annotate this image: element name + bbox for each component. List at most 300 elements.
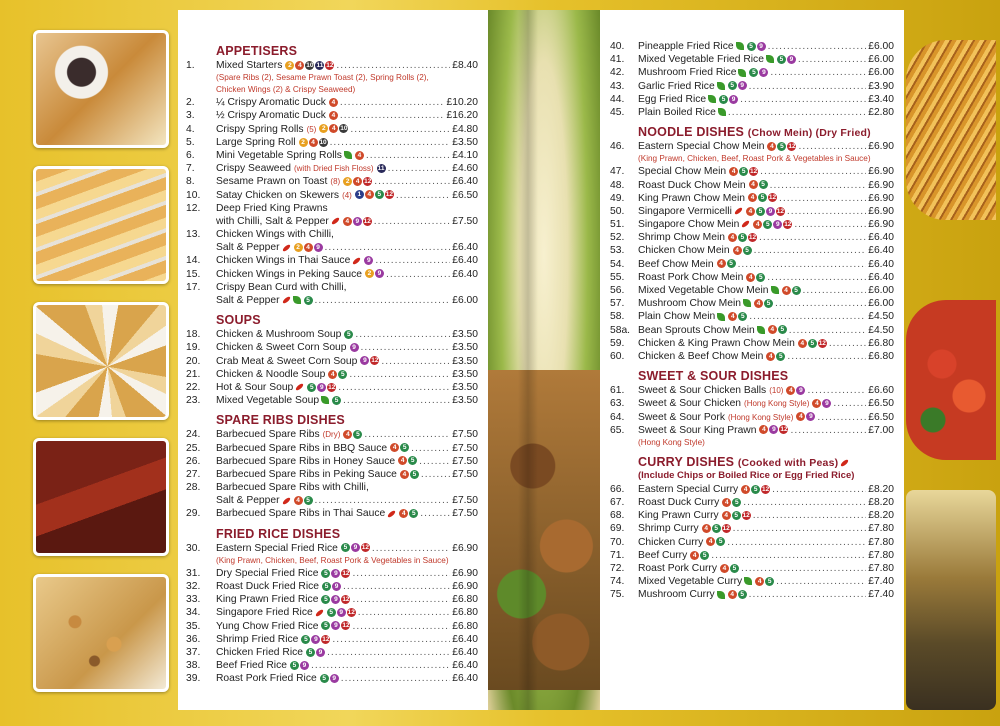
menu-item bbox=[178, 109, 488, 122]
item-name: Barbecued Spare Ribs in BBQ Sauce bbox=[216, 442, 388, 454]
item-price: £16.20 bbox=[446, 110, 478, 122]
allergen-badge: 12 bbox=[750, 168, 758, 176]
item-name: Chicken & Sweet Corn Soup bbox=[216, 342, 347, 354]
item-number: 10. bbox=[186, 189, 201, 201]
photo-harbour-scene bbox=[906, 490, 996, 710]
allergen-badge: 4 bbox=[353, 177, 362, 186]
photo-spare-ribs bbox=[33, 438, 169, 556]
allergen-badge: 5 bbox=[747, 42, 756, 51]
section-title-text: APPETISERS bbox=[216, 44, 298, 58]
item-number: 58. bbox=[610, 311, 625, 323]
item-price: £6.90 bbox=[868, 192, 894, 204]
item-body bbox=[638, 536, 894, 549]
menu-item bbox=[178, 175, 488, 188]
item-price: £7.80 bbox=[868, 563, 894, 574]
allergen-badge: 4 bbox=[706, 537, 715, 546]
item-name: Chicken Chow Mein bbox=[638, 245, 730, 257]
item-name-wrap bbox=[216, 254, 373, 267]
item-number: 15. bbox=[186, 268, 201, 280]
item-number: 43. bbox=[610, 80, 625, 92]
leader-dots bbox=[798, 53, 866, 66]
leader-dots bbox=[352, 620, 450, 633]
item-body bbox=[216, 123, 478, 136]
photo-starters-platter bbox=[33, 30, 169, 148]
allergen-badge: 12 bbox=[347, 609, 355, 617]
menu-item bbox=[600, 106, 904, 119]
item-price: £6.90 bbox=[868, 205, 894, 217]
item-body bbox=[638, 231, 894, 244]
item-note: (5) bbox=[306, 124, 317, 134]
leader-dots bbox=[727, 536, 866, 549]
left-menu-list bbox=[178, 38, 488, 686]
allergen-badge: 5 bbox=[778, 325, 787, 334]
item-number: 14. bbox=[186, 255, 201, 267]
item-price: £6.40 bbox=[868, 271, 894, 283]
item-price: £7.80 bbox=[868, 549, 894, 561]
item-name-wrap bbox=[638, 192, 777, 205]
allergen-badge: 4 bbox=[398, 456, 407, 465]
item-body bbox=[216, 149, 478, 162]
item-number: 65. bbox=[610, 424, 625, 436]
item-price: £6.90 bbox=[868, 219, 894, 231]
allergen-badge: 12 bbox=[326, 61, 334, 69]
menu-item bbox=[178, 633, 488, 646]
menu-item bbox=[178, 123, 488, 136]
allergen-tags bbox=[294, 496, 313, 505]
item-name-wrap bbox=[638, 575, 774, 588]
allergen-badge: 9 bbox=[331, 595, 340, 604]
item-price: £6.40 bbox=[452, 660, 478, 672]
allergen-badge: 12 bbox=[364, 178, 372, 186]
item-price: £6.80 bbox=[868, 337, 894, 349]
allergen-badge: 9 bbox=[773, 220, 782, 229]
allergen-tags bbox=[329, 111, 338, 120]
item-body bbox=[638, 192, 894, 205]
item-name: Sweet & Sour Pork bbox=[638, 411, 725, 423]
item-body bbox=[216, 368, 478, 381]
item-name-wrap bbox=[216, 455, 417, 468]
allergen-badge: 9 bbox=[822, 399, 831, 408]
item-name: Mixed Vegetable Curry bbox=[638, 576, 743, 588]
item-price: £3.50 bbox=[452, 368, 478, 380]
menu-item bbox=[178, 149, 488, 162]
menu-item bbox=[178, 294, 488, 307]
vegetarian-leaf-icon bbox=[744, 577, 752, 585]
item-name-wrap bbox=[638, 284, 801, 297]
item-name-wrap bbox=[216, 428, 362, 441]
item-number: 41. bbox=[610, 54, 625, 66]
allergen-badge: 5 bbox=[749, 68, 758, 77]
allergen-badge: 4 bbox=[749, 180, 758, 189]
item-name-wrap bbox=[216, 646, 325, 659]
menu-item bbox=[178, 620, 488, 633]
item-name: with Chilli, Salt & Pepper bbox=[216, 215, 329, 227]
leader-dots bbox=[311, 659, 450, 672]
item-body bbox=[638, 179, 894, 192]
allergen-badge: 9 bbox=[757, 42, 766, 51]
item-price: £6.50 bbox=[868, 398, 894, 410]
leader-dots bbox=[767, 271, 866, 284]
leader-dots bbox=[341, 672, 451, 685]
vegetarian-leaf-icon bbox=[708, 95, 716, 103]
item-price: £6.80 bbox=[452, 594, 478, 606]
item-number: 23. bbox=[186, 395, 201, 407]
item-number: 2. bbox=[186, 97, 195, 109]
menu-item bbox=[600, 324, 904, 337]
allergen-tags bbox=[782, 286, 801, 295]
item-body bbox=[216, 567, 478, 580]
allergen-badge: 5 bbox=[732, 498, 741, 507]
vegetarian-leaf-icon bbox=[743, 299, 751, 307]
item-price: £6.80 bbox=[452, 607, 478, 619]
leader-dots bbox=[343, 580, 450, 593]
item-body bbox=[638, 522, 894, 535]
item-name-wrap bbox=[216, 659, 309, 672]
item-number: 70. bbox=[610, 536, 625, 548]
section-title-text: SOUPS bbox=[216, 313, 261, 328]
allergen-tags bbox=[365, 269, 384, 278]
item-price: £6.90 bbox=[452, 542, 478, 554]
allergen-badge: 12 bbox=[780, 426, 788, 434]
item-body bbox=[216, 175, 478, 188]
leader-dots bbox=[350, 123, 450, 136]
allergen-badge: 5 bbox=[344, 330, 353, 339]
allergen-badge: 5 bbox=[719, 95, 728, 104]
chili-icon bbox=[331, 217, 340, 226]
allergen-badge: 5 bbox=[777, 55, 786, 64]
allergen-badge: 12 bbox=[361, 544, 370, 552]
item-name: Satay Chicken on Skewers bbox=[216, 189, 340, 201]
item-name-wrap bbox=[638, 106, 726, 119]
allergen-tags bbox=[722, 498, 741, 507]
leader-dots bbox=[738, 258, 867, 271]
allergen-badge: 9 bbox=[738, 81, 747, 90]
allergen-tags bbox=[728, 233, 757, 242]
allergen-tags bbox=[327, 608, 356, 617]
item-name: Dry Special Fried Rice bbox=[216, 567, 319, 579]
item-name-wrap bbox=[216, 202, 328, 215]
section-title bbox=[178, 413, 488, 427]
item-name: Plain Boiled Rice bbox=[638, 106, 716, 118]
item-number: 45. bbox=[610, 106, 625, 118]
menu-item bbox=[178, 162, 488, 175]
item-body bbox=[216, 468, 478, 481]
allergen-badge: 5 bbox=[304, 496, 313, 505]
allergen-badge: 9 bbox=[364, 256, 373, 265]
item-name-wrap bbox=[216, 294, 313, 307]
menu-item bbox=[178, 646, 488, 659]
allergen-tags bbox=[733, 246, 752, 255]
photo-noodles bbox=[906, 40, 996, 220]
item-name: King Prawn Curry bbox=[638, 510, 719, 522]
item-price: £7.40 bbox=[868, 589, 894, 601]
item-price: £6.40 bbox=[452, 673, 478, 685]
item-name-wrap bbox=[216, 59, 334, 72]
menu-item bbox=[178, 189, 488, 202]
allergen-tags bbox=[690, 551, 709, 560]
item-name: Egg Fried Rice bbox=[638, 93, 707, 105]
item-name-wrap bbox=[638, 411, 815, 424]
item-number: 29. bbox=[186, 508, 201, 520]
leader-dots bbox=[749, 80, 867, 93]
item-name: Barbecued Spare Ribs in Thai Sauce bbox=[216, 508, 386, 520]
allergen-badge: 5 bbox=[777, 142, 786, 151]
allergen-badge: 12 bbox=[768, 194, 777, 202]
item-body bbox=[638, 80, 894, 93]
item-price: £4.10 bbox=[452, 149, 478, 161]
allergen-badge: 5 bbox=[306, 648, 315, 657]
item-description: (King Prawn, Chicken, Beef, Roast Pork & Vegetables in Sauce) bbox=[638, 154, 871, 164]
item-name: Roast Pork Chow Mein bbox=[638, 271, 744, 283]
leader-dots bbox=[759, 231, 866, 244]
allergen-tags bbox=[753, 220, 792, 229]
item-body bbox=[638, 297, 894, 310]
vegetarian-leaf-icon bbox=[766, 55, 774, 63]
item-name-wrap bbox=[638, 258, 736, 271]
allergen-badge: 4 bbox=[294, 496, 303, 505]
allergen-badge: 12 bbox=[322, 635, 330, 643]
allergen-badge: 1 bbox=[355, 190, 364, 199]
vegetarian-leaf-icon bbox=[293, 296, 301, 304]
item-body bbox=[216, 606, 478, 619]
allergen-badge: 5 bbox=[759, 180, 768, 189]
item-name-wrap bbox=[638, 271, 765, 284]
item-name: Mixed Starters bbox=[216, 60, 283, 71]
allergen-badge: 9 bbox=[317, 383, 326, 392]
item-name-wrap bbox=[638, 522, 731, 535]
item-body bbox=[216, 442, 478, 455]
menu-item bbox=[178, 241, 488, 254]
item-name-wrap bbox=[638, 424, 788, 437]
item-name-wrap bbox=[216, 96, 338, 109]
leader-dots bbox=[338, 381, 450, 394]
menu-item bbox=[600, 483, 904, 496]
item-number: 60. bbox=[610, 350, 625, 362]
chili-icon bbox=[387, 509, 396, 518]
allergen-tags bbox=[320, 674, 339, 683]
item-name: Garlic Fried Rice bbox=[638, 80, 715, 92]
item-price: £6.00 bbox=[868, 41, 894, 52]
allergen-badge: 12 bbox=[385, 191, 393, 199]
allergen-tags bbox=[294, 243, 323, 252]
allergen-badge: 12 bbox=[784, 220, 792, 228]
item-body bbox=[216, 394, 478, 407]
item-name: Chicken & Beef Chow Mein bbox=[638, 350, 764, 362]
menu-item bbox=[600, 179, 904, 192]
leader-dots bbox=[411, 442, 450, 455]
item-price: £6.00 bbox=[868, 298, 894, 310]
item-name: Mushroom Curry bbox=[638, 589, 715, 601]
menu-item bbox=[178, 481, 488, 494]
item-name-wrap bbox=[638, 588, 747, 601]
allergen-badge: 5 bbox=[320, 674, 329, 683]
leader-dots bbox=[352, 567, 450, 580]
item-number: 40. bbox=[610, 41, 625, 52]
menu-item bbox=[178, 494, 488, 507]
allergen-tags bbox=[786, 386, 805, 395]
allergen-tags bbox=[812, 399, 831, 408]
allergen-badge: 5 bbox=[290, 661, 299, 670]
item-name: Hot & Sour Soup bbox=[216, 381, 294, 393]
item-body bbox=[638, 284, 894, 297]
allergen-badge: 4 bbox=[746, 273, 755, 282]
vegetarian-leaf-icon bbox=[321, 396, 329, 404]
chili-icon bbox=[840, 458, 849, 467]
allergen-badge: 9 bbox=[787, 55, 796, 64]
item-number: 47. bbox=[610, 166, 625, 178]
item-name: Crispy Seaweed bbox=[216, 163, 291, 175]
leader-dots bbox=[386, 268, 450, 281]
allergen-badge: 9 bbox=[806, 412, 815, 421]
allergen-tags bbox=[400, 470, 419, 479]
allergen-tags bbox=[759, 425, 788, 434]
item-price: £6.40 bbox=[452, 268, 478, 280]
allergen-badge: 4 bbox=[728, 590, 737, 599]
allergen-badge: 4 bbox=[768, 325, 777, 334]
item-number: 55. bbox=[610, 271, 625, 283]
item-name-wrap bbox=[216, 394, 341, 407]
item-name-wrap bbox=[216, 228, 334, 241]
allergen-badge: 4 bbox=[399, 509, 408, 518]
item-price: £6.40 bbox=[868, 232, 894, 244]
item-body bbox=[216, 494, 478, 507]
item-number: 22. bbox=[186, 381, 201, 393]
allergen-tags bbox=[321, 595, 350, 604]
item-body bbox=[216, 254, 478, 267]
menu-item bbox=[600, 575, 904, 588]
item-number: 56. bbox=[610, 285, 625, 296]
item-number: 42. bbox=[610, 67, 625, 79]
allergen-badge: 9 bbox=[729, 95, 738, 104]
section-subtitle: (Cooked with Peas) bbox=[737, 456, 839, 469]
allergen-badge: 5 bbox=[808, 339, 817, 348]
menu-item bbox=[600, 53, 904, 66]
item-body bbox=[216, 241, 478, 254]
item-number: 51. bbox=[610, 219, 625, 231]
leader-dots bbox=[358, 606, 450, 619]
vegetarian-leaf-icon bbox=[717, 313, 725, 321]
item-price: £7.00 bbox=[868, 424, 894, 436]
allergen-badge: 9 bbox=[766, 207, 775, 216]
allergen-tags bbox=[754, 299, 773, 308]
leader-dots bbox=[352, 593, 450, 606]
left-menu-page bbox=[178, 10, 488, 710]
item-price: £6.90 bbox=[868, 166, 894, 178]
allergen-tags bbox=[290, 661, 309, 670]
leader-dots bbox=[315, 294, 451, 307]
allergen-badge: 4 bbox=[755, 577, 764, 586]
allergen-tags bbox=[755, 577, 774, 586]
allergen-badge: 5 bbox=[301, 635, 310, 644]
item-number: 4. bbox=[186, 123, 195, 135]
menu-item bbox=[600, 588, 904, 601]
allergen-badge: 4 bbox=[722, 498, 731, 507]
section-title-text: SWEET & SOUR DISHES bbox=[638, 369, 789, 384]
menu-item bbox=[178, 394, 488, 407]
allergen-tags bbox=[343, 430, 362, 439]
item-name-wrap bbox=[638, 397, 831, 410]
item-price: £4.50 bbox=[868, 324, 894, 336]
allergen-tags bbox=[304, 296, 313, 305]
allergen-tags bbox=[360, 356, 379, 365]
item-name-wrap bbox=[216, 567, 350, 580]
leader-dots bbox=[754, 244, 867, 257]
leader-dots bbox=[770, 66, 866, 79]
item-price: £7.50 bbox=[452, 442, 478, 454]
item-name-wrap bbox=[216, 672, 339, 685]
item-price: £8.20 bbox=[868, 483, 894, 495]
item-price: £4.80 bbox=[452, 123, 478, 135]
allergen-tags bbox=[728, 81, 747, 90]
item-price: £7.50 bbox=[452, 455, 478, 467]
item-number: 63. bbox=[610, 398, 625, 410]
allergen-tags bbox=[332, 396, 341, 405]
item-name-wrap bbox=[638, 350, 785, 363]
allergen-tags bbox=[746, 273, 765, 282]
menu-item bbox=[178, 215, 488, 228]
item-body bbox=[638, 271, 894, 284]
allergen-badge: 9 bbox=[316, 648, 325, 657]
leader-dots bbox=[419, 455, 450, 468]
item-body bbox=[216, 228, 478, 241]
allergen-tags bbox=[749, 180, 768, 189]
allergen-badge: 9 bbox=[330, 674, 339, 683]
item-name: Deep Fried King Prawns bbox=[216, 202, 328, 214]
item-name: Crispy Bean Curd with Chilli, bbox=[216, 281, 347, 293]
item-note: (with Dried Fish Floss) bbox=[293, 164, 374, 174]
item-price: £6.00 bbox=[868, 285, 894, 296]
item-name: Roast Duck Fried Rice bbox=[216, 581, 319, 592]
item-name: ¼ Crispy Aromatic Duck bbox=[216, 97, 326, 109]
allergen-badge: 4 bbox=[729, 167, 738, 176]
item-name-wrap bbox=[638, 140, 796, 153]
leader-dots bbox=[779, 192, 866, 205]
item-name-wrap bbox=[638, 536, 725, 549]
item-number: 21. bbox=[186, 368, 201, 380]
allergen-tags bbox=[319, 124, 348, 133]
item-body bbox=[216, 281, 478, 294]
menu-item bbox=[600, 165, 904, 178]
allergen-badge: 4 bbox=[328, 370, 337, 379]
item-number: 69. bbox=[610, 523, 625, 535]
item-name: Shrimp Curry bbox=[638, 523, 699, 535]
allergen-tags bbox=[364, 256, 373, 265]
menu-item bbox=[178, 268, 488, 281]
item-name: Roast Duck Curry bbox=[638, 497, 720, 509]
item-description: (King Prawn, Chicken, Beef, Roast Pork & Vegetables in Sauce) bbox=[216, 555, 449, 565]
allergen-badge: 9 bbox=[353, 217, 362, 226]
leader-dots bbox=[749, 588, 867, 601]
item-name-wrap bbox=[638, 509, 751, 522]
item-description: (Hong Kong Style) bbox=[638, 437, 705, 447]
item-body bbox=[638, 549, 894, 562]
leader-dots bbox=[374, 175, 450, 188]
item-name: Chicken & Mushroom Soup bbox=[216, 329, 342, 341]
leader-dots bbox=[733, 522, 867, 535]
item-number: 28. bbox=[186, 482, 201, 494]
leader-dots bbox=[789, 324, 866, 337]
menu-item bbox=[600, 205, 904, 218]
item-name-wrap bbox=[216, 442, 409, 455]
allergen-badge: 11 bbox=[316, 61, 324, 69]
allergen-badge: 4 bbox=[400, 470, 409, 479]
item-name-wrap bbox=[638, 218, 792, 231]
leader-dots bbox=[807, 384, 866, 397]
item-name-wrap bbox=[216, 341, 359, 354]
menu-item bbox=[178, 659, 488, 672]
allergen-badge: 5 bbox=[743, 246, 752, 255]
item-body bbox=[638, 106, 894, 119]
